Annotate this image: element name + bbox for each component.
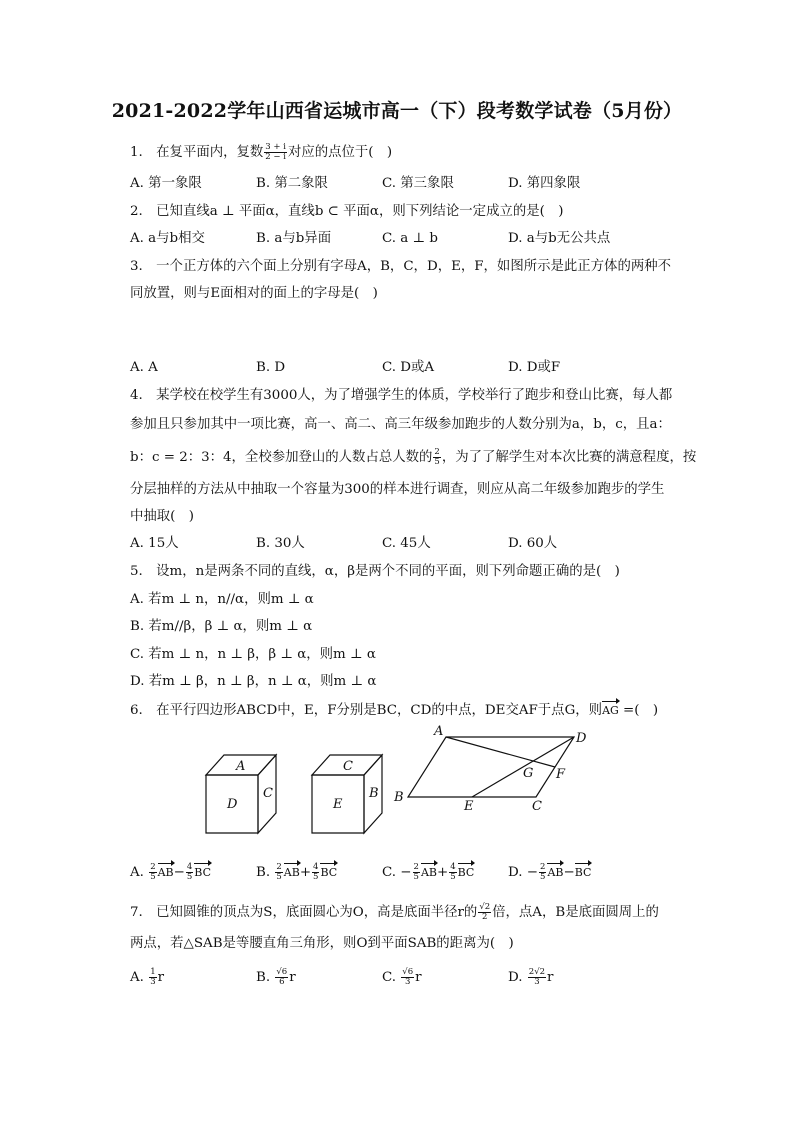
q2-option-d[interactable]: D. a与b无公共点 [508,231,611,246]
q3-option-b[interactable]: B. D [256,360,286,375]
q5-option-c[interactable]: C. 若m ⊥ n，n ⊥ β，β ⊥ α，则m ⊥ α [130,647,376,662]
cube1-front-label: D [227,797,238,812]
q7-option-a[interactable]: A. $\frac{1}{3}$ r [130,967,165,987]
q6-option-c[interactable]: C. − $\frac{2}{5}$ AB+ $\frac{4}{5}$ BC [382,862,475,882]
question-4-line-1: 4. 某学校在校学生有3000人，为了增强学生的体质，学校举行了跑步和登山比赛，每人都 [130,388,673,403]
cube1-top-label: A [236,759,246,774]
question-4-line-4: 分层抽样的方法从中抽取一个容量为300的样本进行调查，则应从高二年级参加跑步的学生 [130,482,665,497]
q1-option-d[interactable]: D. 第四象限 [508,176,581,191]
q6-option-d[interactable]: D. − $\frac{2}{5}$ AB−BC [508,862,592,882]
ratio-fraction: $\frac{2}{5}$ [434,447,440,467]
question-4-line-3: b：c = 2：3：4，全校参加登山的人数占总人数的 $\frac{2}{5}$ ，为了了解学生对本次比赛的满意程度，按 [130,447,697,467]
q2-option-c[interactable]: C. a ⊥ b [382,231,438,246]
cube-figures [200,745,400,837]
q1-option-a[interactable]: A. 第一象限 [130,176,202,191]
q2-option-a[interactable]: A. a与b相交 [130,231,205,246]
height-ratio-fraction: $\frac{√2}{2}$ [479,902,491,922]
question-7-line-1: 7. 已知圆锥的顶点为S，底面圆心为O，高是底面半径r的 $\frac{√2}{2}$ 倍，点A，B是底面圆周上的 [130,902,659,922]
point-d-label: D [576,731,587,746]
q4-option-b[interactable]: B. 30人 [256,536,305,551]
q3-option-d[interactable]: D. D或F [508,360,561,375]
parallelogram-abcd [408,737,574,797]
q1-option-c[interactable]: C. 第三象限 [382,176,454,191]
complex-fraction: $\frac{3 + i}{2 - i}$ [265,142,286,162]
question-3-line-2: 同放置，则与E面相对的面上的字母是( ) [130,286,378,301]
q2-option-b[interactable]: B. a与b异面 [256,231,332,246]
point-b-label: B [394,790,404,805]
q7-option-b[interactable]: B. $\frac{√6}{6}$ r [256,967,296,987]
question-7-line-2: 两点，若△SAB是等腰直角三角形，则O到平面SAB的距离为( ) [130,936,514,951]
q4-option-a[interactable]: A. 15人 [130,536,179,551]
q4-option-c[interactable]: C. 45人 [382,536,431,551]
q1-option-b[interactable]: B. 第二象限 [256,176,328,191]
point-a-label: A [434,724,444,739]
question-5: 5. 设m，n是两条不同的直线，α，β是两个不同的平面，则下列命题正确的是( ) [130,564,620,579]
question-1: 1. 在复平面内，复数 $\frac{3 + i}{2 - i}$ 对应的点位于( ) [130,142,393,162]
question-4-line-5: 中抽取( ) [130,509,195,524]
point-f-label: F [556,767,566,782]
question-6: 6. 在平行四边形ABCD中，E，F分别是BC，CD的中点，DE交AF于点G，则AG =( ) [130,703,659,718]
cube1-side-label: C [263,786,273,801]
point-g-label: G [523,766,534,781]
q7-option-d[interactable]: D. $\frac{2√2}{3}$ r [508,967,554,987]
cube2-front-label: E [333,797,343,812]
q6-option-b[interactable]: B. $\frac{2}{5}$ AB+ $\frac{4}{5}$ BC [256,862,338,882]
vector-ag: AG [602,702,619,720]
question-1-stem: 1. 在复平面内，复数 [130,145,264,160]
q7-option-c[interactable]: C. $\frac{√6}{3}$ r [382,967,422,987]
q5-option-a[interactable]: A. 若m ⊥ n，n//α，则m ⊥ α [130,592,314,607]
question-3-line-1: 3. 一个正方体的六个面上分别有字母A，B，C，D，E，F，如图所示是此正方体的两种不 [130,259,672,274]
question-2: 2. 已知直线a ⊥ 平面α，直线b ⊂ 平面α，则下列结论一定成立的是( ) [130,204,564,219]
q3-option-a[interactable]: A. A [130,360,158,375]
segment-af [446,737,555,767]
point-c-label: C [532,799,542,814]
q3-option-c[interactable]: C. D或A [382,360,435,375]
cube2-top-label: C [343,759,353,774]
q5-option-b[interactable]: B. 若m//β，β ⊥ α，则m ⊥ α [130,619,313,634]
cube2-side-label: B [369,786,379,801]
q4-option-d[interactable]: D. 60人 [508,536,558,551]
parallelogram-figure [390,722,600,818]
q6-option-a[interactable]: A. $\frac{2}{5}$ AB− $\frac{4}{5}$ BC [130,862,212,882]
q5-option-d[interactable]: D. 若m ⊥ β，n ⊥ β，n ⊥ α，则m ⊥ α [130,674,377,689]
point-e-label: E [464,799,474,814]
page-title: 2021-2022学年山西省运城市高一（下）段考数学试卷（5月份） [111,100,683,122]
question-4-line-2: 参加且只参加其中一项比赛，高一、高二、高三年级参加跑步的人数分别为a，b，c，且a： [130,417,671,432]
